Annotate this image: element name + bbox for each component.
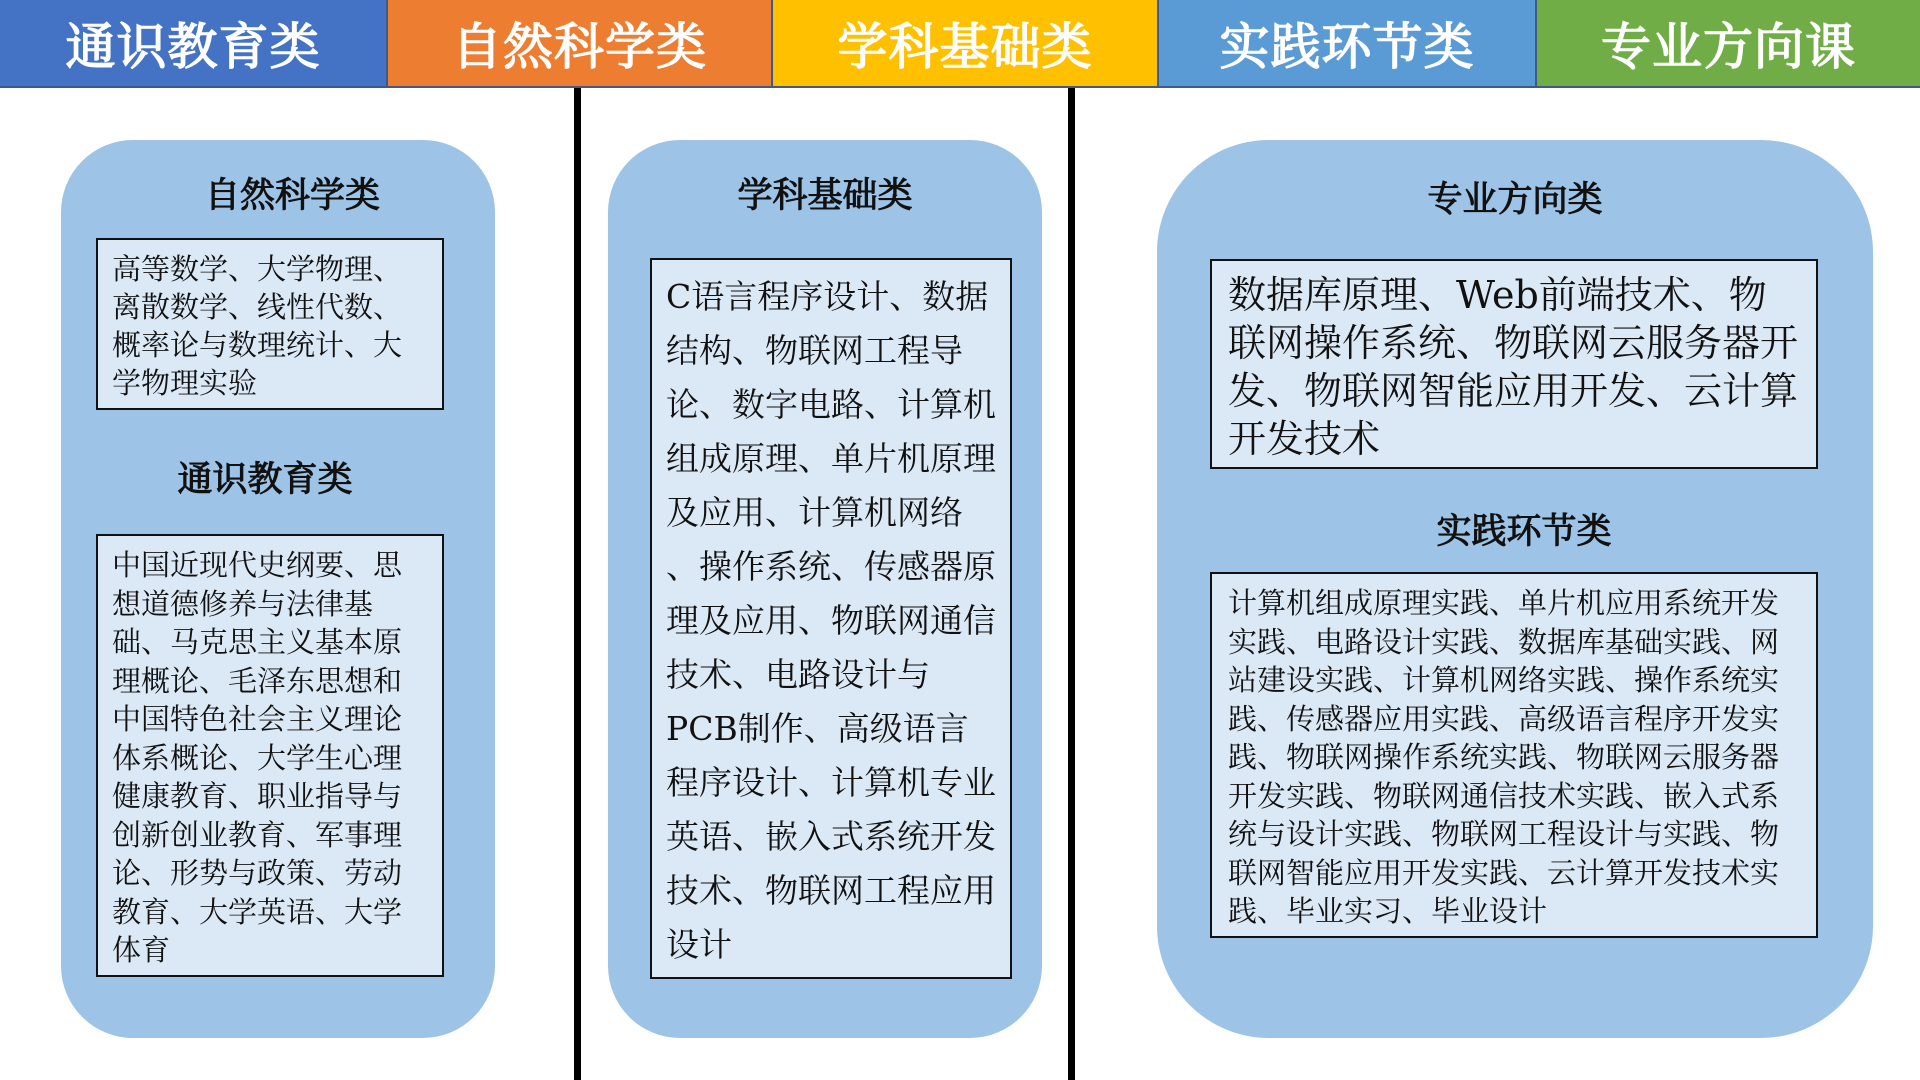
band-natural-science: 自然科学类	[386, 0, 771, 88]
band-practice: 实践环节类	[1157, 0, 1535, 88]
major-direction-heading: 专业方向类	[1427, 180, 1603, 220]
practice-heading: 实践环节类	[1436, 512, 1612, 552]
separator-line-right	[1068, 88, 1075, 1080]
discipline-basic-heading: 学科基础类	[737, 176, 913, 216]
major-direction-course-box: 数据库原理、Web前端技术、物联网操作系统、物联网云服务器开发、物联网智能应用开发、云计算开发技术	[1210, 259, 1818, 469]
discipline-basic-course-box: C语言程序设计、数据结构、物联网工程导论、数字电路、计算机组成原理、单片机原理及应用、计算机网络 、操作系统、传感器原理及应用、物联网通信技术、电路设计与PCB制作、高级语言程序设计、计算机专业英语、嵌入式系统开发技术、物联网工程应用设计	[650, 258, 1012, 979]
natural-science-course-box: 高等数学、大学物理、离散数学、线性代数、概率论与数理统计、大学物理实验	[96, 238, 444, 410]
general-education-heading: 通识教育类	[177, 460, 353, 500]
natural-science-heading: 自然科学类	[204, 176, 380, 216]
general-education-course-box: 中国近现代史纲要、思想道德修养与法律基础、马克思主义基本原理概论、毛泽东思想和中国特色社会主义理论体系概论、大学生心理健康教育、职业指导与创新创业教育、军事理论、形势与政策、劳动教育、大学英语、大学体育	[96, 534, 444, 977]
band-discipline-basic: 学科基础类	[771, 0, 1157, 88]
practice-course-box: 计算机组成原理实践、单片机应用系统开发实践、电路设计实践、数据库基础实践、网站建设实践、计算机网络实践、操作系统实践、传感器应用实践、高级语言程序开发实践、物联网操作系统实践、物联网云服务器开发实践、物联网通信技术实践、嵌入式系统与设计实践、物联网工程设计与实践、物联网智能应用开发实践、云计算开发技术实践、毕业实习、毕业设计	[1210, 572, 1818, 938]
band-general-education: 通识教育类	[0, 0, 386, 88]
band-major-direction: 专业方向课	[1535, 0, 1920, 88]
separator-line-left	[574, 88, 581, 1080]
category-band	[0, 0, 1920, 88]
